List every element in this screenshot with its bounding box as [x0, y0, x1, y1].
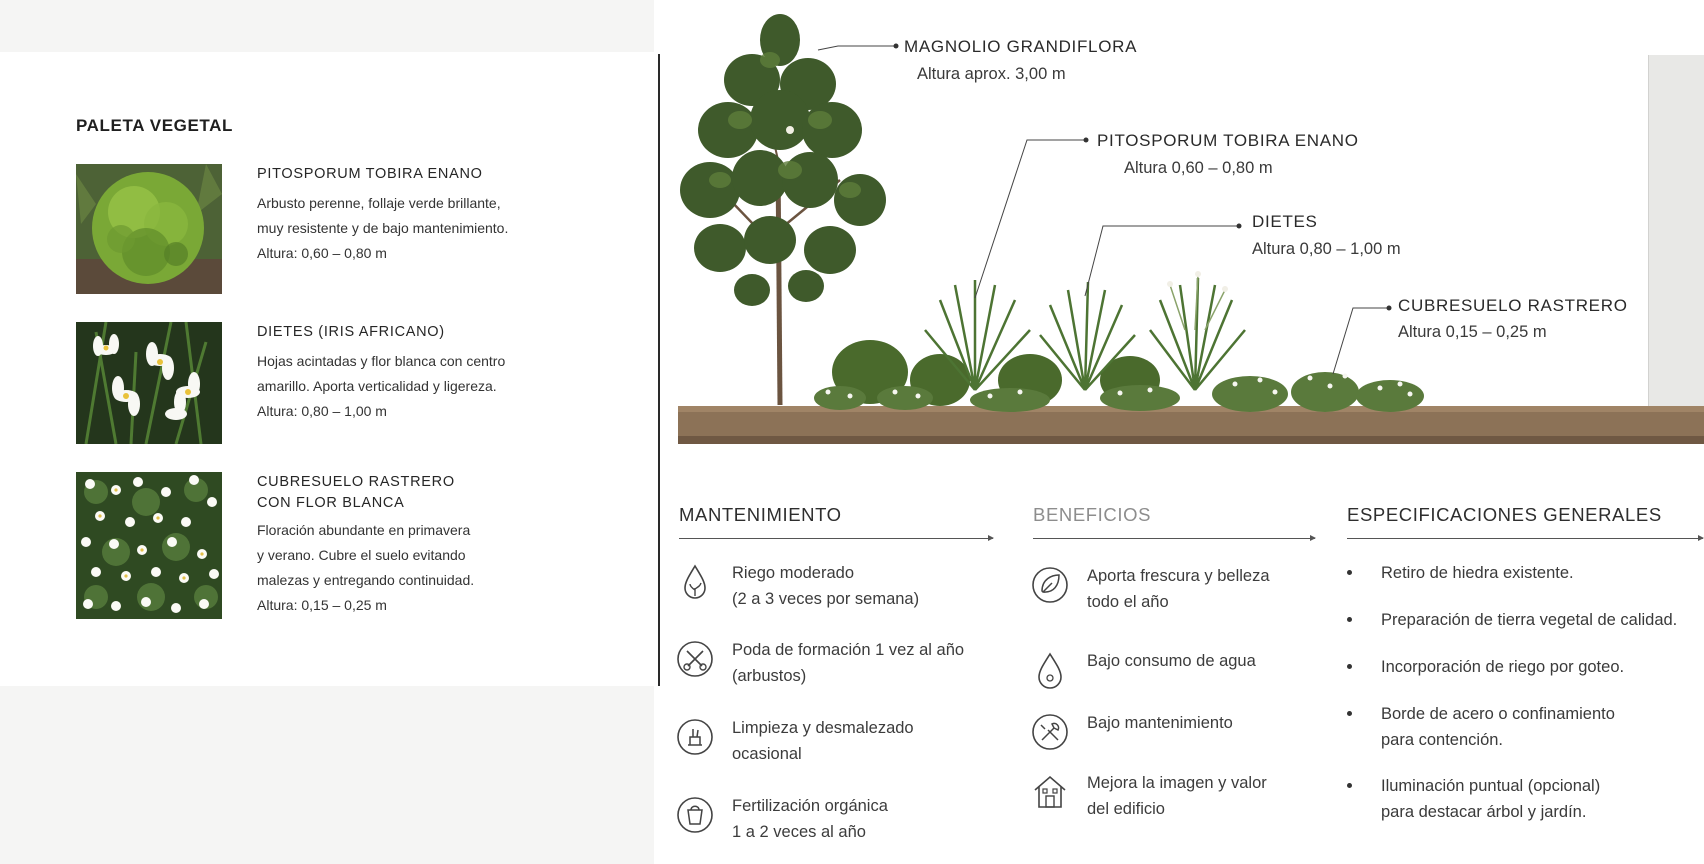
- bullet-dot: [1347, 664, 1352, 669]
- plant-height: Altura: 0,60 – 0,80 m: [257, 245, 387, 261]
- benefits-rule: [1033, 538, 1315, 539]
- plant-height: Altura: 0,15 – 0,25 m: [257, 597, 387, 613]
- water-drop-icon: [1030, 650, 1070, 690]
- maintenance-rule: [679, 538, 993, 539]
- tools-circle-icon: [1030, 712, 1070, 752]
- label-magnolia-name: MAGNOLIO GRANDIFLORA: [904, 37, 1138, 56]
- plant-description: Arbusto perenne, follaje verde brillante, muy resistente y de bajo mantenimiento.: [257, 195, 509, 236]
- fertilizer-bucket-icon: [675, 795, 715, 835]
- water-drop-sprout-icon: [675, 562, 715, 602]
- label-dietes-name: DIETES: [1252, 212, 1318, 231]
- plant-height: Altura: 0,80 – 1,00 m: [257, 403, 387, 419]
- label-pittosporum-name: PITOSPORUM TOBIRA ENANO: [1097, 131, 1359, 150]
- specs-title: ESPECIFICACIONES GENERALES: [1347, 504, 1662, 525]
- palette-title: PALETA VEGETAL: [76, 116, 233, 135]
- pruning-scissors-icon: [675, 639, 715, 679]
- maintenance-text: Poda de formación 1 vez al año (arbustos): [732, 641, 965, 685]
- label-magnolia-height: Altura aprox. 3,00 m: [917, 65, 1066, 83]
- benefits-title: BENEFICIOS: [1033, 504, 1152, 525]
- maintenance-title: MANTENIMIENTO: [679, 504, 842, 525]
- bullet-dot: [1347, 711, 1352, 716]
- benefit-text: Bajo mantenimiento: [1087, 714, 1233, 732]
- specs-rule: [1347, 538, 1703, 539]
- building-icon: [1030, 772, 1070, 812]
- label-pittosporum-height: Altura 0,60 – 0,80 m: [1124, 159, 1273, 177]
- benefit-text: Aporta frescura y belleza todo el año: [1087, 567, 1270, 611]
- benefit-text: Mejora la imagen y valor del edificio: [1087, 774, 1267, 818]
- label-leader-lines: [818, 46, 1389, 374]
- maintenance-text: Riego moderado (2 a 3 veces por semana): [732, 564, 920, 608]
- spec-text: Iluminación puntual (opcional) para destacar árbol y jardín.: [1381, 777, 1601, 821]
- spec-text: Preparación de tierra vegetal de calidad.: [1381, 611, 1678, 629]
- bullet-dot: [1347, 570, 1352, 575]
- spec-text: Incorporación de riego por goteo.: [1381, 658, 1625, 676]
- soil-bed: [678, 406, 1704, 444]
- label-groundcover-name: CUBRESUELO RASTRERO: [1398, 296, 1628, 315]
- plant-description: Hojas acintadas y flor blanca con centro amarillo. Aporta verticalidad y ligereza.: [257, 353, 506, 394]
- bullet-dot: [1347, 617, 1352, 622]
- label-groundcover-height: Altura 0,15 – 0,25 m: [1398, 323, 1547, 341]
- plant-description: Floración abundante en primavera y verano. Cubre el suelo evitando malezas y entregando continuidad.: [257, 522, 475, 588]
- plant-name: CUBRESUELO RASTRERO CON FLOR BLANCA: [257, 474, 455, 511]
- label-dietes-height: Altura 0,80 – 1,00 m: [1252, 240, 1401, 258]
- maintenance-text: Limpieza y desmalezado ocasional: [732, 719, 914, 763]
- spec-text: Borde de acero o confinamiento para contención.: [1381, 705, 1615, 749]
- leaf-circle-icon: [1030, 565, 1070, 605]
- benefit-text: Bajo consumo de agua: [1087, 652, 1256, 670]
- plant-name: DIETES (IRIS AFRICANO): [257, 324, 445, 340]
- plant-name: PITOSPORUM TOBIRA ENANO: [257, 166, 483, 182]
- spec-text: Retiro de hiedra existente.: [1381, 564, 1574, 582]
- bullet-dot: [1347, 783, 1352, 788]
- maintenance-text: Fertilización orgánica 1 a 2 veces al año: [732, 797, 888, 841]
- weeding-icon: [675, 717, 715, 757]
